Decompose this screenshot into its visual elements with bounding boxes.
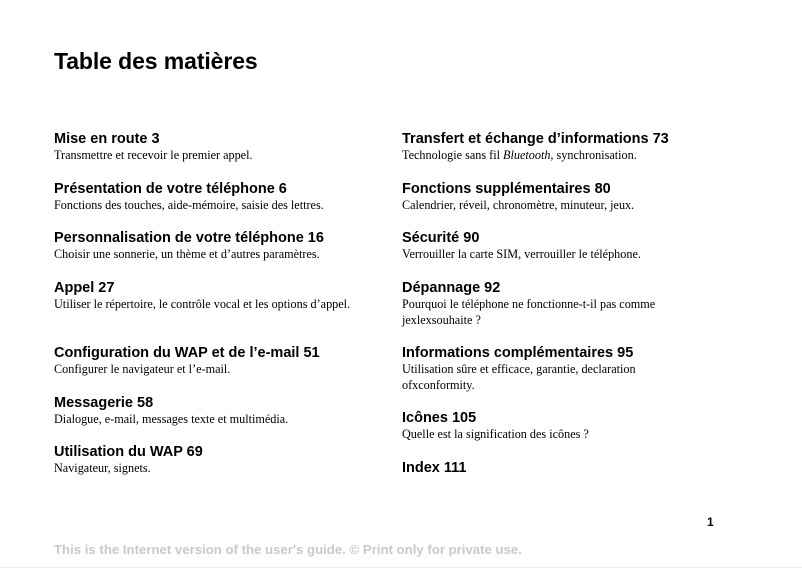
- toc-link-informations-complementaires[interactable]: Informations complémentaires 95: [402, 345, 634, 361]
- toc-description-text: Technologie sans fil: [402, 148, 504, 162]
- toc-entry-personnalisation: [54, 230, 384, 263]
- toc-description: Choisir une sonnerie, un thème et d’autres paramètres.: [54, 247, 320, 261]
- toc-entry-securite: [402, 230, 732, 263]
- toc-description: Utilisation sûre et efficace, garantie, declaration ofxconformity.: [402, 362, 636, 392]
- toc-entry-fonctions-supplementaires: [402, 181, 732, 214]
- toc-link-depannage[interactable]: Dépannage 92: [402, 280, 501, 296]
- bluetooth-term: Bluetooth: [503, 148, 551, 162]
- toc-description: Configurer le navigateur et l’e-mail.: [54, 362, 231, 376]
- toc-entry-depannage: [402, 280, 732, 328]
- toc-link-transfert[interactable]: Transfert et échange d’informations 73: [402, 131, 669, 147]
- toc-entry-icones: [402, 410, 732, 443]
- toc-description: Verrouiller la carte SIM, verrouiller le téléphone.: [402, 247, 641, 261]
- toc-link-messagerie[interactable]: Messagerie 58: [54, 395, 154, 411]
- toc-description: Transmettre et recevoir le premier appel.: [54, 148, 253, 162]
- toc-link-securite[interactable]: Sécurité 90: [402, 230, 480, 246]
- toc-description: Pourquoi le téléphone ne fonctionne-t-il pas comme jexlexsouhaite ?: [402, 297, 656, 327]
- toc-description: Navigateur, signets.: [54, 461, 151, 475]
- toc-link-fonctions-supplementaires[interactable]: Fonctions supplémentaires 80: [402, 181, 611, 197]
- toc-description: Quelle est la signification des icônes ?: [402, 427, 589, 441]
- toc-entry-presentation: [54, 181, 384, 214]
- toc-entry-configuration-wap: [54, 345, 384, 378]
- toc-description: Fonctions des touches, aide-mémoire, saisie des lettres.: [54, 198, 324, 212]
- toc-link-index[interactable]: Index 111: [402, 460, 467, 476]
- toc-entry-utilisation-wap: [54, 444, 384, 477]
- toc-description: Calendrier, réveil, chronomètre, minuteur, jeux.: [402, 198, 635, 212]
- toc-description: Dialogue, e-mail, messages texte et multimédia.: [54, 412, 289, 426]
- toc-description: Utiliser le répertoire, le contrôle vocal et les options d’appel.: [54, 297, 351, 311]
- toc-link-utilisation-wap[interactable]: Utilisation du WAP 69: [54, 444, 203, 460]
- toc-entry-messagerie: [54, 395, 384, 428]
- toc-link-configuration-wap[interactable]: Configuration du WAP et de l’e-mail 51: [54, 345, 320, 361]
- toc-description-text: , synchronisation.: [550, 148, 637, 162]
- toc-link-personnalisation[interactable]: Personnalisation de votre téléphone 16: [54, 230, 324, 246]
- toc-entry-informations-complementaires: [402, 345, 732, 393]
- toc-link-mise-en-route[interactable]: Mise en route 3: [54, 131, 160, 147]
- toc-link-icones[interactable]: Icônes 105: [402, 410, 477, 426]
- footer-note: This is the Internet version of the user's guide. © Print only for private use.: [54, 542, 522, 557]
- page-title: Table des matières: [54, 48, 258, 74]
- toc-entry-index: [402, 460, 732, 477]
- toc-entry-mise-en-route: [54, 131, 384, 164]
- page-number: 1: [707, 515, 714, 529]
- toc-link-appel[interactable]: Appel 27: [54, 280, 115, 296]
- toc-entry-transfert: [402, 131, 732, 164]
- toc-entry-appel: [54, 280, 384, 313]
- toc-description: [402, 148, 702, 164]
- toc-link-presentation[interactable]: Présentation de votre téléphone 6: [54, 181, 287, 197]
- page-bottom-divider: [0, 567, 802, 568]
